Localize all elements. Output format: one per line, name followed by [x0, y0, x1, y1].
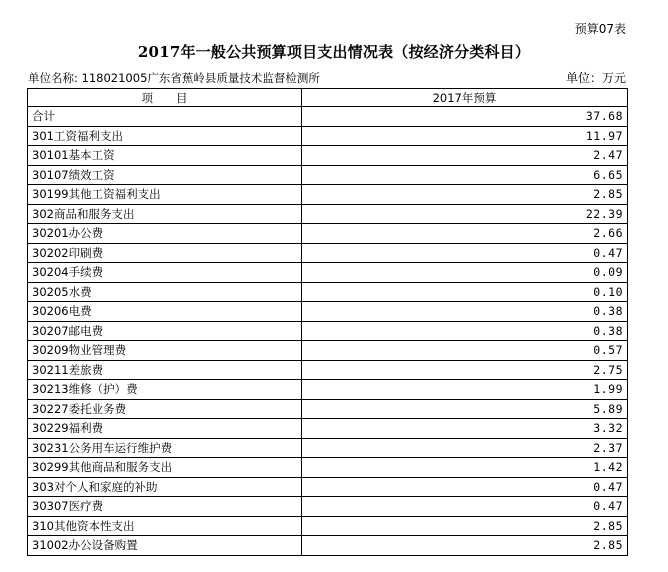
- row-value: 0.57: [302, 341, 628, 361]
- table-row: [28, 341, 628, 361]
- table-row: [28, 204, 628, 224]
- row-name: 合计: [28, 107, 302, 127]
- row-value: 0.47: [302, 497, 628, 517]
- table-row: [28, 107, 628, 127]
- row-name: 30227委托业务费: [28, 399, 302, 419]
- row-value: 1.42: [302, 458, 628, 478]
- table-row: [28, 497, 628, 517]
- row-name: 30307医疗费: [28, 497, 302, 517]
- row-value: 0.47: [302, 477, 628, 497]
- row-value: 0.09: [302, 263, 628, 283]
- table-header-row: [28, 89, 628, 107]
- row-name: 30204手续费: [28, 263, 302, 283]
- row-name: 31002办公设备购置: [28, 536, 302, 556]
- row-name: 30207邮电费: [28, 321, 302, 341]
- row-value: 1.99: [302, 380, 628, 400]
- table-row: [28, 146, 628, 166]
- row-value: 37.68: [302, 107, 628, 127]
- row-name: 30231公务用车运行维护费: [28, 438, 302, 458]
- row-value: 2.85: [302, 536, 628, 556]
- row-name: 30201办公费: [28, 224, 302, 244]
- row-value: 22.39: [302, 204, 628, 224]
- table-row: [28, 380, 628, 400]
- row-value: 0.47: [302, 243, 628, 263]
- budget-table: [27, 88, 628, 556]
- row-name: 30107绩效工资: [28, 165, 302, 185]
- table-row: [28, 302, 628, 322]
- row-name: 301工资福利支出: [28, 126, 302, 146]
- table-row: [28, 185, 628, 205]
- table-row: [28, 419, 628, 439]
- row-name: 30229福利费: [28, 419, 302, 439]
- row-value: 2.75: [302, 360, 628, 380]
- column-header-budget: 2017年预算: [302, 89, 628, 107]
- row-name: 30299其他商品和服务支出: [28, 458, 302, 478]
- row-value: 2.37: [302, 438, 628, 458]
- row-name: 30101基本工资: [28, 146, 302, 166]
- row-value: 2.47: [302, 146, 628, 166]
- unit-of-measure-label: 单位：万元: [565, 71, 626, 85]
- table-row: [28, 536, 628, 556]
- table-row: [28, 165, 628, 185]
- page-title: 2017年一般公共预算项目支出情况表（按经济分类科目）: [137, 43, 531, 61]
- table-row: [28, 224, 628, 244]
- row-name: 30205水费: [28, 282, 302, 302]
- row-name: 30202印刷费: [28, 243, 302, 263]
- table-row: [28, 399, 628, 419]
- row-name: 303对个人和家庭的补助: [28, 477, 302, 497]
- table-row: [28, 360, 628, 380]
- table-row: [28, 263, 628, 283]
- table-row: [28, 477, 628, 497]
- row-value: 0.38: [302, 302, 628, 322]
- row-name: 310其他资本性支出: [28, 516, 302, 536]
- row-value: 0.38: [302, 321, 628, 341]
- row-value: 3.32: [302, 419, 628, 439]
- table-row: [28, 458, 628, 478]
- row-name: 30211差旅费: [28, 360, 302, 380]
- row-value: 11.97: [302, 126, 628, 146]
- row-name: 30209物业管理费: [28, 341, 302, 361]
- row-value: 2.85: [302, 516, 628, 536]
- table-row: [28, 321, 628, 341]
- row-value: 6.65: [302, 165, 628, 185]
- row-value: 0.10: [302, 282, 628, 302]
- row-name: 30213维修（护）费: [28, 380, 302, 400]
- table-row: [28, 282, 628, 302]
- table-row: [28, 243, 628, 263]
- row-value: 5.89: [302, 399, 628, 419]
- form-code-label: 预算07表: [574, 22, 626, 36]
- unit-name-label: 单位名称: 118021005广东省蕉岭县质量技术监督检测所: [28, 71, 320, 85]
- row-name: 302商品和服务支出: [28, 204, 302, 224]
- table-row: [28, 438, 628, 458]
- row-value: 2.66: [302, 224, 628, 244]
- table-row: [28, 126, 628, 146]
- column-header-item: 项 目: [28, 89, 302, 107]
- row-name: 30199其他工资福利支出: [28, 185, 302, 205]
- row-name: 30206电费: [28, 302, 302, 322]
- row-value: 2.85: [302, 185, 628, 205]
- table-row: [28, 516, 628, 536]
